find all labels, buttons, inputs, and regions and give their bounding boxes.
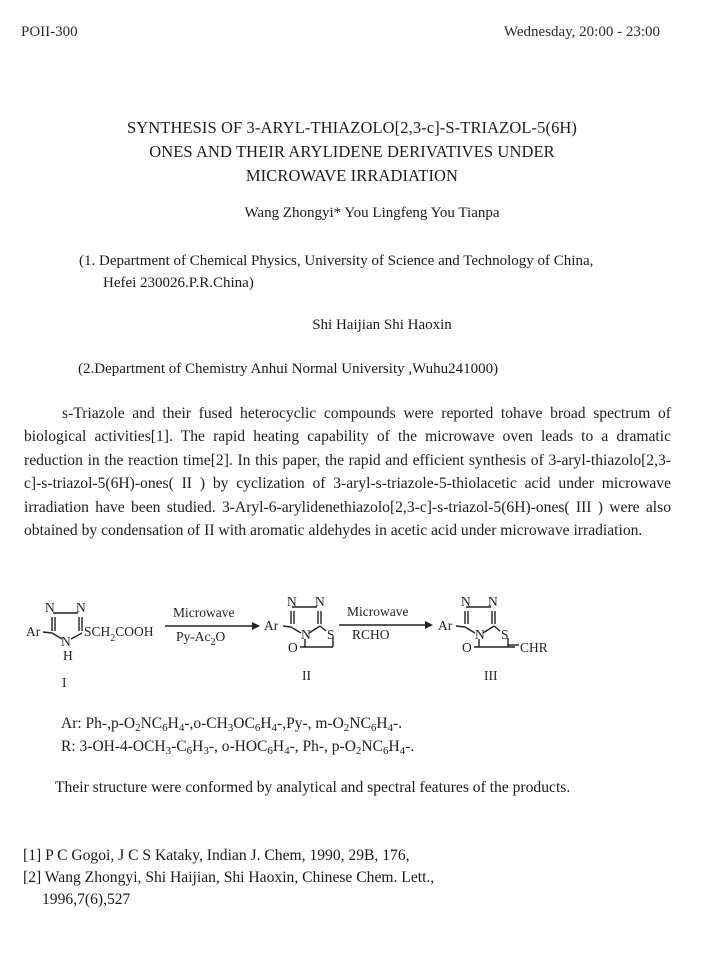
r-list — [80, 738, 415, 755]
affiliation-1-line-1: (1. Department of Chemical Physics, University of Science and Technology of China, — [79, 253, 594, 269]
c2-n-top-right: N — [315, 595, 325, 609]
c2-s: S — [327, 627, 335, 642]
formula-text: -,o-CH — [184, 715, 228, 732]
step-1-condition-below: $Py-Ac_2O$ — [176, 629, 226, 648]
reference-2: [2] Wang Zhongyi, Shi Haijian, Shi Haoxin, Chinese Chem. Lett., — [23, 869, 435, 886]
r-substituents — [61, 735, 414, 763]
reference-2-continued: 1996,7(6),527 — [42, 891, 131, 908]
c3-n-ring: N — [475, 627, 485, 642]
authors-group-1: Wang Zhongyi* You Lingfeng You Tianpa — [244, 205, 500, 221]
bond-c-s — [320, 626, 326, 631]
formula-text: -. — [393, 715, 403, 732]
formula-subscript: 4 — [178, 722, 185, 734]
c1-n-top-left: N — [45, 600, 55, 615]
c3-n-top-right: N — [488, 595, 498, 609]
formula-subscript: 4 — [284, 745, 290, 757]
formula-subscript: 4 — [271, 722, 278, 734]
step-1-condition-above: Microwave — [173, 605, 235, 620]
formula-text: H — [272, 738, 285, 755]
ar-label: Ar: — [61, 715, 82, 732]
formula-text: H — [388, 738, 400, 755]
c3-n-top-left: N — [461, 595, 471, 609]
formula-subscript: 6 — [382, 745, 389, 757]
formula-text: -, Ph-, p-O — [289, 738, 356, 755]
arrowhead-step-1 — [252, 622, 260, 630]
formula-text: -, o-HOC — [208, 738, 268, 755]
c2-ar: Ar — [264, 618, 279, 633]
formula-text: NC — [349, 715, 371, 732]
c3-ar: Ar — [438, 618, 453, 633]
formula-subscript: 2 — [135, 722, 141, 734]
formula-subscript: 3 — [203, 745, 209, 757]
paper-title-line-3: MICROWAVE IRRADIATION — [245, 166, 459, 185]
formula-text: -,Py-, m-O — [277, 715, 344, 732]
arrowhead-step-2 — [425, 621, 433, 629]
bond-ar-c — [43, 632, 52, 633]
bond-ar-c — [456, 626, 465, 627]
c1-ar: Ar — [26, 624, 41, 639]
ar-list — [86, 715, 403, 732]
c3-o: O — [462, 640, 472, 655]
abstract-paragraph: s-Triazole and their fused heterocyclic compounds were reported tohave broad spectrum of biological activities[1]. The rapid heating capability of the microwave oven leads to a dramatic reduction in the reaction time[2]. In this paper, the rapid and efficient synthesis of 3-aryl-thiazolo[2,3-c]-s-triazol-5(6H)-ones( II ) by cyclization of 3-aryl-s-triazole-5-thiolacetic acid under microwave irradiation have been studied. 3-Aryl-6-arylidenethiazolo[2,3-c]-s-triazol-5(6H)-ones( III ) were also obtained by condensation of II with aromatic aldehydes in acetic acid under microwave irradiation. — [24, 405, 671, 540]
formula-subscript: 2 — [355, 745, 362, 757]
formula-subscript: 2 — [343, 722, 350, 734]
formula-text: 3-OH-4-OCH — [79, 738, 166, 755]
affiliation-1-line-2: Hefei 230026.P.R.China) — [103, 275, 254, 291]
c1-nh-h: H — [63, 648, 73, 663]
c1-label: I — [62, 675, 67, 690]
c1-n-top-right: N — [76, 600, 86, 615]
r-label: R: — [61, 738, 76, 755]
formula-subscript: 4 — [399, 745, 406, 757]
c2-label: II — [302, 668, 311, 683]
formula-text: H — [192, 738, 204, 755]
bond-c-nh-right — [71, 633, 82, 639]
formula-text: H — [260, 715, 272, 732]
c3-s: S — [501, 627, 509, 642]
formula-subscript: 4 — [387, 722, 394, 734]
formula-subscript: 6 — [162, 722, 168, 734]
reaction-scheme — [0, 595, 704, 695]
c2-o: O — [288, 640, 298, 655]
authors-group-2: Shi Haijian Shi Haoxin — [312, 317, 452, 333]
formula-subscript: 6 — [267, 745, 273, 757]
paper-title-line-1: SYNTHESIS OF 3-ARYL-THIAZOLO[2,3-c]-S-TRIAZOL-5(6H) — [126, 118, 578, 137]
reference-1: [1] P C Gogoi, J C S Kataky, Indian J. Chem, 1990, 29B, 176, — [23, 847, 410, 864]
step-2-condition-below: RCHO — [352, 627, 390, 642]
c1-side-chain: $SCH_2COOH$ — [84, 624, 154, 644]
conclusion: Their structure were conformed by analytical and spectral features of the products. — [55, 779, 571, 796]
c2-n-top-left: N — [287, 595, 297, 609]
formula-text: H — [167, 715, 179, 732]
step-2-condition-above: Microwave — [347, 604, 409, 619]
formula-subscript: 6 — [370, 722, 377, 734]
paper-title-line-2: ONES AND THEIR ARYLIDENE DERIVATIVES UNDER — [149, 142, 555, 161]
formula-text: NC — [361, 738, 383, 755]
session-time: Wednesday, 20:00 - 23:00 — [503, 24, 660, 40]
bond-c-n — [465, 627, 475, 633]
abstract-body — [24, 402, 671, 542]
formula-text: -C — [171, 738, 187, 755]
formula-subscript: 6 — [186, 745, 193, 757]
formula-subscript: 3 — [227, 722, 234, 734]
formula-subscript: 6 — [254, 722, 261, 734]
abstract-code: POII-300 — [21, 24, 78, 40]
formula-text: H — [376, 715, 388, 732]
formula-text: -. — [405, 738, 415, 755]
c3-label: III — [484, 668, 498, 683]
formula-text: OC — [233, 715, 255, 732]
formula-subscript: 3 — [165, 745, 172, 757]
bond-ar-c — [283, 626, 291, 627]
c1-n-ring: N — [61, 634, 71, 649]
formula-text: Ph-,p-O — [85, 715, 136, 732]
formula-text: NC — [140, 715, 163, 732]
affiliation-2: (2.Department of Chemistry Anhui Normal University ,Wuhu241000) — [78, 361, 499, 377]
c3-chr: CHR — [520, 640, 548, 655]
bond-c-s — [494, 626, 500, 631]
bond-c-n — [291, 627, 301, 633]
c2-n-ring: N — [301, 627, 311, 642]
